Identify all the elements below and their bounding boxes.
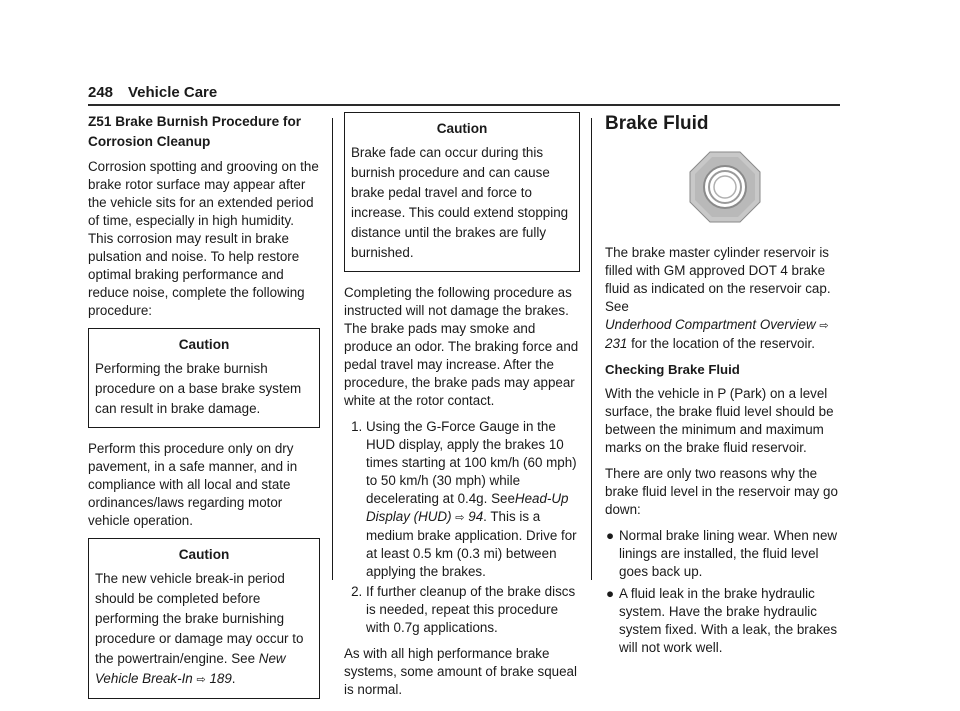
caution-body: Performing the brake burnish procedure on a base brake system can result in brake damage.	[95, 361, 302, 416]
brake-fluid-intro	[605, 244, 845, 353]
caution-body	[95, 569, 313, 690]
caution-tail: .	[231, 671, 236, 686]
procedure-step-2: 2. If further cleanup of the brake discs is needed, repeat this procedure with 0.7g applications.	[366, 583, 580, 637]
reservoir-cap-icon	[688, 150, 762, 224]
caution-title: Caution	[178, 337, 230, 352]
bullet-icon: ●	[606, 528, 615, 543]
page-ref-arrow-icon: ⇨	[196, 674, 206, 686]
page-ref-arrow-icon: ⇨	[455, 512, 465, 524]
reservoir-cap-illustration	[605, 150, 845, 224]
column-left	[88, 112, 320, 711]
procedure-steps	[344, 418, 580, 637]
list-item	[606, 527, 845, 581]
burnish-intro: Corrosion spotting and grooving on the brake rotor surface may appear after the vehicle sits for an extended period of time, especially in high humidity. This corrosion may result in brake pulsation and noise. To help restore optimal braking performance and reduce noise, complete the following procedure:	[88, 159, 319, 318]
caution-box-3	[344, 112, 580, 272]
page-header	[88, 84, 838, 106]
underhood-link[interactable]: Underhood Compartment Overview	[605, 317, 816, 332]
step-text: Using the G-Force Gauge in the HUD display, apply the brakes 10 times starting at 100 km/h (60 mph) to 50 km/h (30 mph) while decelerating at 0.4g. See	[366, 419, 577, 506]
bullet-icon: ●	[606, 586, 615, 601]
fluid-drop-reasons-intro: There are only two reasons why the brake fluid level in the reservoir may go down:	[605, 466, 838, 517]
caution-title: Caution	[436, 121, 488, 136]
column-divider-2	[591, 118, 592, 580]
intro-text: The brake master cylinder reservoir is filled with GM approved DOT 4 brake fluid as indicated on the reservoir cap. See	[605, 245, 831, 314]
hud-page-ref[interactable]: 94	[468, 509, 484, 524]
intro-tail: for the location of the reservoir.	[627, 336, 815, 351]
list-item	[606, 585, 845, 657]
burnish-heading: Z51 Brake Burnish Procedure for Corrosion Cleanup	[88, 114, 302, 149]
caution-body-text: The new vehicle break-in period should be completed before performing the brake burnishing procedure or damage may occur to the powertrain/engine. See	[95, 571, 304, 666]
list-item-text: Normal brake lining wear. When new linings are installed, the fluid level goes back up.	[619, 528, 838, 579]
hud-link[interactable]: Head-Up Display (HUD)	[366, 491, 569, 524]
squeal-note: As with all high performance brake systems, some amount of brake squeal is normal.	[344, 646, 577, 697]
column-right	[605, 112, 845, 661]
page-ref-arrow-icon: ⇨	[819, 320, 829, 332]
caution-title: Caution	[178, 547, 230, 562]
caution-box-1	[88, 328, 320, 428]
checking-brake-fluid-heading: Checking Brake Fluid	[605, 362, 740, 377]
page-number: 248	[88, 84, 114, 101]
procedure-paragraph: Completing the following procedure as instructed will not damage the brakes. The brake pads may smoke and produce an odor. The braking force and pedal travel may increase. After the procedure, the brake pads may appear white at the rotor contact.	[344, 285, 579, 408]
break-in-link[interactable]: New Vehicle Break-In	[95, 651, 286, 686]
section-title: Vehicle Care	[128, 84, 218, 101]
list-item-text: A fluid leak in the brake hydraulic system. Have the brake hydraulic system fixed. With a leak, the brakes will not work well.	[619, 586, 838, 655]
fluid-level-paragraph: With the vehicle in P (Park) on a level surface, the brake fluid level should be between the minimum and maximum marks on the brake fluid reservoir.	[605, 386, 834, 455]
column-divider-1	[332, 118, 333, 580]
column-middle	[344, 112, 580, 707]
break-in-page-ref[interactable]: 189	[209, 671, 232, 686]
fluid-drop-reasons-list	[605, 527, 845, 657]
header-rule	[88, 104, 840, 106]
caution-body: Brake fade can occur during this burnish procedure and can cause brake pedal travel and force to increase. This could extend stopping distance until the brakes are fully burnished.	[351, 145, 569, 260]
procedure-step-1	[366, 418, 580, 581]
step-text-after: . This is a medium brake application. Drive for at least 0.5 km (0.3 mi) between applying the brakes.	[366, 509, 577, 579]
brake-fluid-heading: Brake Fluid	[605, 113, 709, 134]
caution-box-2	[88, 538, 320, 699]
underhood-page-ref[interactable]: 231	[605, 336, 628, 351]
dry-pavement-paragraph: Perform this procedure only on dry pavement, in a safe manner, and in compliance with all local and state ordinances/laws regarding motor vehicle operation.	[88, 441, 298, 528]
